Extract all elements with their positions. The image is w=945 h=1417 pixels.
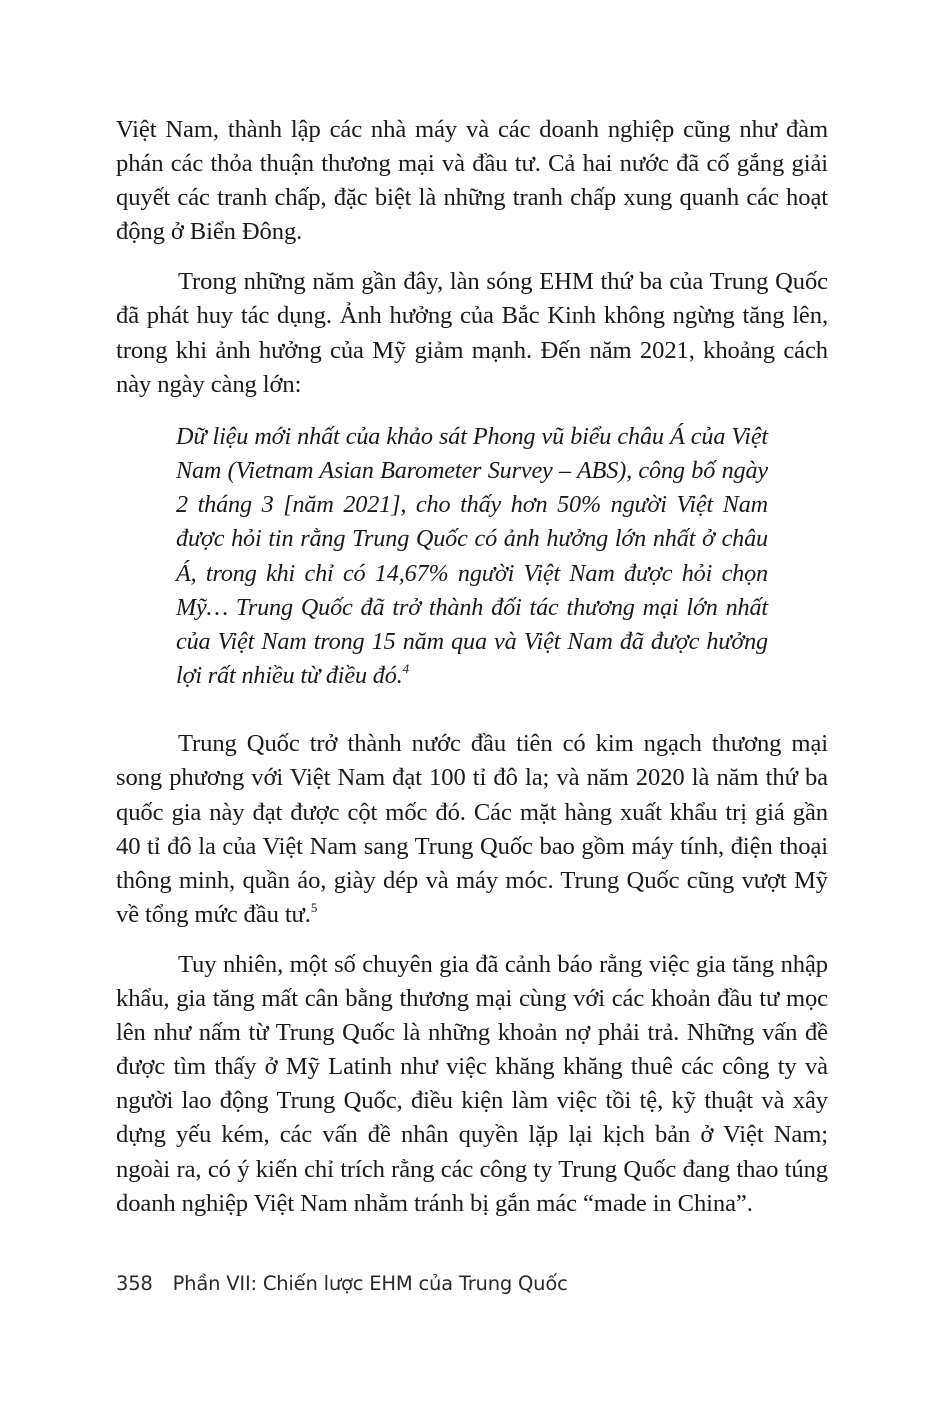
running-title: Phần VII: Chiến lược EHM của Trung Quốc — [172, 1272, 568, 1295]
paragraph-trade-text: Trung Quốc trở thành nước đầu tiên có kim ngạch thương mại song phương với Việt Nam đạt 100 tỉ đô la; và năm 2020 là năm thứ ba quốc gia này đạt được cột mốc đó. Các mặt hàng xuất khẩu trị giá gần 40 tỉ đô la của Việt Nam sang Trung Quốc bao gồm máy tính, điện thoại thông minh, quần áo, giày dép và máy móc. Trung Quốc cũng vượt Mỹ về tổng mức đầu tư. — [116, 730, 828, 928]
paragraph-trade — [116, 727, 828, 932]
paragraph-warnings: Tuy nhiên, một số chuyên gia đã cảnh báo rằng việc gia tăng nhập khẩu, gia tăng mất cân bằng thương mại cùng với các khoản đầu tư mọc lên như nấm từ Trung Quốc là những khoản nợ phải trả. Những vấn đề được tìm thấy ở Mỹ Latinh như việc khăng khăng thuê các công ty và người lao động Trung Quốc, điều kiện làm việc tồi tệ, kỹ thuật và xây dựng yếu kém, các vấn đề nhân quyền lặp lại kịch bản ở Việt Nam; ngoài ra, có ý kiến chỉ trích rằng các công ty Trung Quốc đang thao túng doanh nghiệp Việt Nam nhằm tránh bị gắn mác “made in China”. — [116, 950, 828, 1217]
paragraph-continuation: Việt Nam, thành lập các nhà máy và các doanh nghiệp cũng như đàm phán các thỏa thuận thương mại và đầu tư. Cả hai nước đã cố gắng giải quyết các tranh chấp, đặc biệt là những tranh chấp xung quanh các hoạt động ở Biển Đông. — [116, 116, 828, 246]
page-footer — [116, 1272, 568, 1295]
block-quote-text: Dữ liệu mới nhất của khảo sát Phong vũ biểu châu Á của Việt Nam (Vietnam Asian Barometer Survey – ABS), công bố ngày 2 tháng 3 [năm 2021], cho thấy hơn 50% người Việt Nam được hỏi tin rằng Trung Quốc có ảnh hưởng lớn nhất ở châu Á, trong khi chỉ có 14,67% người Việt Nam được hỏi chọn Mỹ… Trung Quốc đã trở thành đối tác thương mại lớn nhất của Việt Nam trong 15 năm qua và Việt Nam đã được hưởng lợi rất nhiều từ điều đó. — [176, 422, 768, 690]
page-number: 358 — [116, 1272, 153, 1295]
paragraph-ehm-wave: Trong những năm gần đây, làn sóng EHM thứ ba của Trung Quốc đã phát huy tác dụng. Ảnh hưởng của Bắc Kinh không ngừng tăng lên, trong khi ảnh hưởng của Mỹ giảm mạnh. Đến năm 2021, khoảng cách này ngày càng lớn: — [116, 268, 828, 398]
page-body — [116, 113, 828, 1221]
block-quote — [176, 420, 768, 694]
footnote-marker: 4 — [402, 661, 409, 677]
footnote-marker: 5 — [310, 899, 318, 915]
